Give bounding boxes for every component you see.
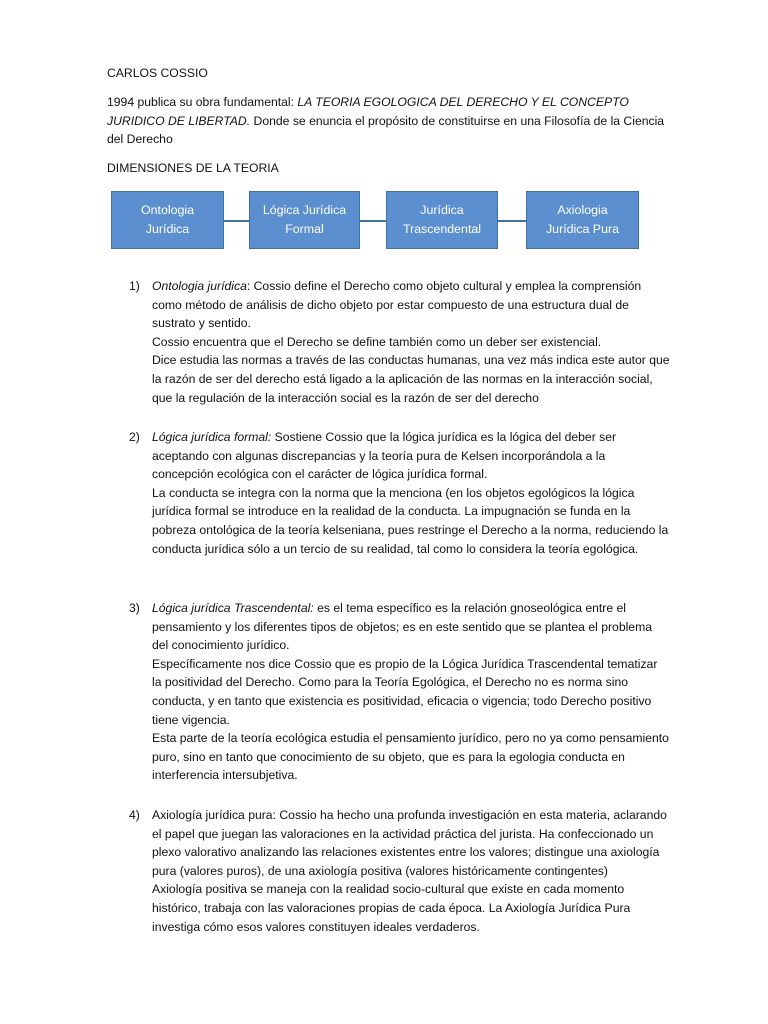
- item-term: Lógica jurídica formal:: [152, 430, 272, 444]
- item-paragraph: Axiología jurídica pura: Cossio ha hecho una profunda investigación en esta materia, aclarando el papel que juegan las valoraciones en la actividad práctica del jurista. Ha confeccionado un plexo valorativo analizando las relaciones existentes entre los valores; distingue una axiología pura (valores puros), de una axiología positiva (valores históricamente contingentes): [152, 808, 667, 878]
- dimension-box-label: Jurídica: [145, 222, 190, 236]
- connector-line: [223, 220, 250, 222]
- intro-rest: Donde se enuncia el propósito de constituirse en una Filosofía de la Ciencia del Derecho: [107, 113, 665, 147]
- dimension-box-axiologia: [526, 191, 639, 249]
- list-item-body: [152, 277, 670, 407]
- intro-lead: 1994 publica su obra fundamental:: [107, 95, 295, 109]
- list-number: 1): [129, 279, 140, 293]
- list-number: 3): [129, 601, 140, 615]
- dimension-box-label: Jurídica Pura: [545, 222, 619, 236]
- dimension-box-label: Jurídica: [420, 203, 464, 217]
- item-term: Lógica jurídica Trascendental:: [152, 601, 314, 615]
- dimension-box-label: Trascendental: [402, 222, 482, 236]
- intro-paragraph: [107, 93, 667, 149]
- item-paragraph: Axiología positiva se maneja con la realidad socio-cultural que existe en cada momento histórico, trabaja con las valoraciones propias de cada época. La Axiología Jurídica Pura investiga cómo esos valores constituyen ideales verdaderos.: [152, 882, 631, 934]
- list-item-body: [152, 806, 670, 936]
- dimension-box-label: Lógica Jurídica: [262, 203, 347, 217]
- dimension-box-label: Formal: [285, 222, 324, 236]
- item-paragraph: Esta parte de la teoría ecológica estudia el pensamiento jurídico, pero no ya como pensamiento puro, sino en tanto que conocimiento de su objeto, que es para la egologia conducta en interferencia intersubjetiva.: [152, 731, 669, 783]
- item-paragraph: es el tema específico es la relación gnoseológica entre el pensamiento y los diferentes tipos de objetos; es en este sentido que se plantea el problema del conocimiento jurídico.: [152, 601, 653, 653]
- item-paragraph: La conducta se integra con la norma que la menciona (en los objetos egológicos la lógica jurídica formal se introduce en la realidad de la conducta. La impugnación se funda en la pobreza ontológica de la teoría kelseniana, pues restringe el Derecho a la norma, reduciendo la conducta jurídica sólo a un tercio de su realidad, tal como lo considera la teoría egológica.: [152, 485, 669, 556]
- item-paragraph: : Cossio define el Derecho como objeto cultural y emplea la comprensión como método de análisis de dicho objeto por estar compuesto de una estructura dual de sustrato y sentido.: [152, 279, 642, 331]
- item-term: Ontologia jurídica: [152, 279, 247, 293]
- connector-line: [497, 220, 527, 222]
- item-paragraph: Sostiene Cossio que la lógica jurídica es la lógica del deber ser aceptando con algunas discrepancias y la teoría pura de Kelsen incorporándola a la concepción ecológica con el carácter de lógica jurídica formal.: [152, 430, 617, 482]
- dimension-box-ontologia: [111, 191, 224, 249]
- item-paragraph: Dice estudia las normas a través de las conductas humanas, una vez más indica este autor que la razón de ser del derecho está ligado a la aplicación de las normas en la interacción social, que la regulación de la interacción social es la razón de ser del derecho: [152, 353, 670, 405]
- dimension-box-trascendental: [386, 191, 498, 249]
- list-item-body: [152, 599, 670, 785]
- dimension-box-label: Ontologia: [140, 203, 195, 217]
- dimensions-heading: DIMENSIONES DE LA TEORIA: [107, 161, 279, 175]
- intro-book-title: LA TEORIA EGOLOGICA DEL DERECHO Y EL CONCEPTO JURIDICO DE LIBERTAD.: [107, 95, 629, 128]
- list-number: 4): [129, 808, 140, 822]
- item-paragraph: Específicamente nos dice Cossio que es propio de la Lógica Jurídica Trascendental tematizar la positividad del Derecho. Como para la Teoría Egológica, el Derecho no es norma sino conducta, y en tanto que existencia es positividad, eficacia o vigencia; todo Derecho positivo tiene vigencia.: [152, 656, 658, 727]
- list-item-body: [152, 428, 670, 558]
- list-number: 2): [129, 430, 140, 444]
- author-heading: CARLOS COSSIO: [107, 66, 208, 80]
- item-paragraph: Cossio encuentra que el Derecho se define también como un deber ser existencial.: [152, 334, 602, 349]
- dimension-box-logica-formal: [249, 191, 360, 249]
- connector-line: [359, 220, 387, 222]
- dimension-box-label: Axiologia: [557, 203, 608, 217]
